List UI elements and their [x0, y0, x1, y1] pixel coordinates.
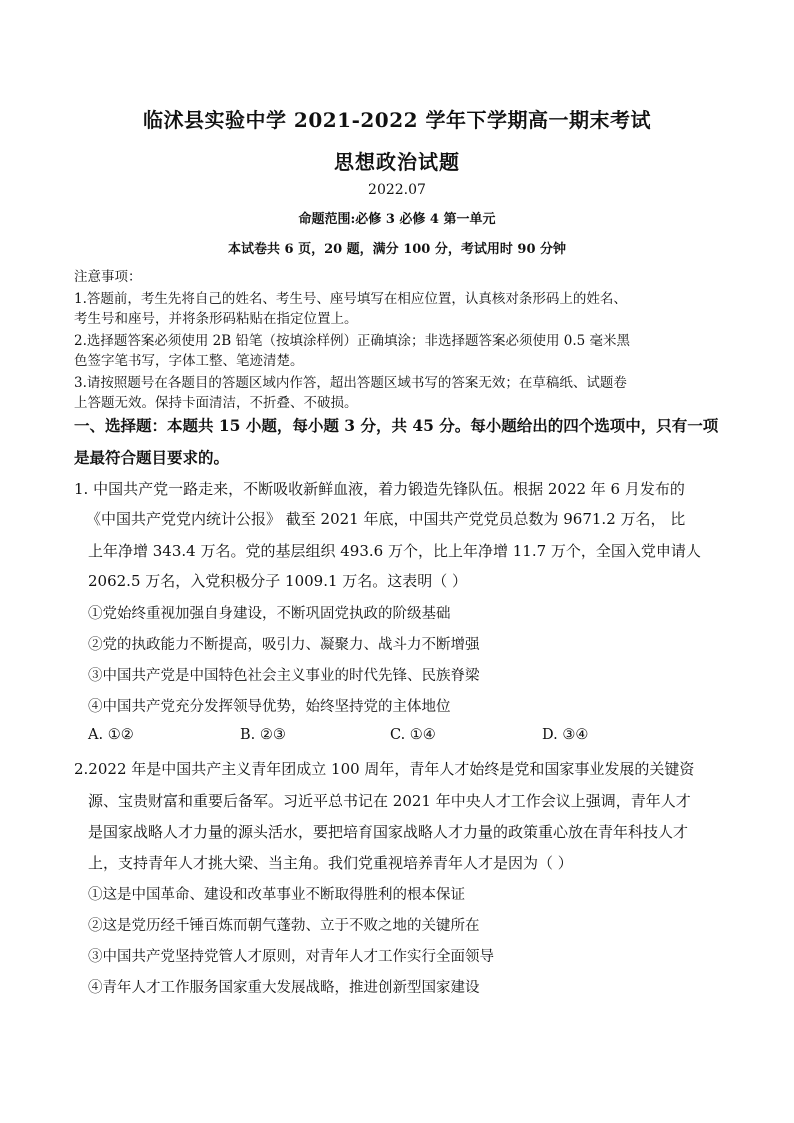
question-2-line: 是国家战略人才力量的源头活水，要把培育国家战略人才力量的政策重心放在青年科技人才 [88, 823, 689, 841]
question-1-line: 2062.5 万名，入党积极分子 1009.1 万名。这表明（ ） [88, 572, 468, 590]
choice-d[interactable]: D. ③④ [542, 727, 589, 743]
question-2-line: 上，支持青年人才挑大梁、当主角。我们党重视培养青年人才是因为（ ） [88, 854, 573, 872]
notes-line: 1.答题前，考生先将自己的姓名、考生号、座号填写在相应位置，认真核对条形码上的姓名、 [74, 291, 627, 307]
question-1-option: ②党的执政能力不断提高，吸引力、凝聚力、战斗力不断增强 [88, 637, 480, 653]
question-1-line: 1. 中国共产党一路走来，不断吸收新鲜血液，着力锻造先锋队伍。根据 2022 年 6 月发布的 [74, 480, 685, 498]
notes-line: 色签字笔书写，字体工整、笔迹清楚。 [74, 353, 304, 369]
question-1-option: ①党始终重视加强自身建设，不断巩固党执政的阶级基础 [88, 606, 451, 622]
question-1-option: ④中国共产党充分发挥领导优势，始终坚持党的主体地位 [88, 699, 451, 715]
choice-c[interactable]: C. ①④ [390, 727, 436, 743]
section-heading-cont: 是最符合题目要求的。 [74, 448, 230, 467]
section-heading: 一、选择题：本题共 15 小题，每小题 3 分，共 45 分。每小题给出的四个选项中，只有一项 [74, 416, 719, 435]
choice-b[interactable]: B. ②③ [240, 727, 286, 743]
exam-scope: 命题范围:必修 3 必修 4 第一单元 [298, 212, 496, 227]
question-2-line: 源、宝贵财富和重要后备军。习近平总书记在 2021 年中央人才工作会议上强调，青年人才 [88, 792, 691, 810]
exam-info: 本试卷共 6 页，20 题，满分 100 分，考试用时 90 分钟 [227, 242, 567, 257]
question-2-option: ①这是中国革命、建设和改革事业不断取得胜利的根本保证 [88, 887, 465, 903]
question-2-option: ③中国共产党坚持党管人才原则，对青年人才工作实行全面领导 [88, 949, 494, 965]
notes-line: 3.请按照题号在各题目的答题区域内作答，超出答题区域书写的答案无效；在草稿纸、试题卷 [74, 375, 627, 391]
question-2-option: ④青年人才工作服务国家重大发展战略，推进创新型国家建设 [88, 980, 480, 996]
exam-subtitle: 思想政治试题 [334, 150, 460, 174]
question-2-line: 2.2022 年是中国共产主义青年团成立 100 周年，青年人才始终是党和国家事业发展的关键资 [74, 760, 695, 778]
notes-heading: 注意事项： [74, 269, 142, 285]
question-1-option: ③中国共产党是中国特色社会主义事业的时代先锋、民族脊梁 [88, 668, 480, 684]
question-1-line: 《中国共产党党内统计公报》 截至 2021 年底，中国共产党党员总数为 9671.2 万名， 比 [86, 510, 686, 528]
question-2-option: ②这是党历经千锤百炼而朝气蓬勃、立于不败之地的关键所在 [88, 918, 480, 934]
notes-line: 上答题无效。保持卡面清洁，不折叠、不破损。 [74, 395, 358, 411]
notes-line: 2.选择题答案必须使用 2B 铅笔（按填涂样例）正确填涂；非选择题答案必须使用 0.5 毫米黑 [74, 333, 631, 349]
notes-line: 考生号和座号，并将条形码粘贴在指定位置上。 [74, 311, 358, 327]
question-1-line: 上年净增 343.4 万名。党的基层组织 493.6 万个，比上年净增 11.7 万个，全国入党申请人 [88, 542, 701, 560]
choice-a[interactable]: A. ①② [88, 727, 134, 743]
exam-date: 2022.07 [368, 182, 426, 198]
exam-title: 临沭县实验中学 2021-2022 学年下学期高一期末考试 [142, 108, 652, 132]
